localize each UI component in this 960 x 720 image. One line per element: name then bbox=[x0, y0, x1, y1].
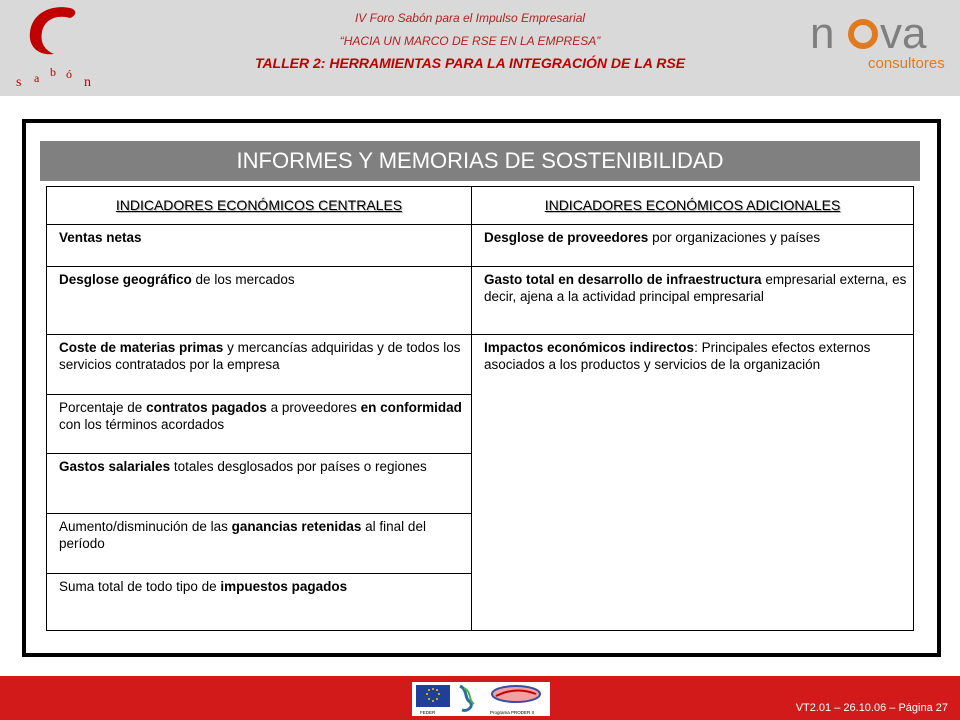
table-cell: Desglose de proveedores por organizaciones y países bbox=[472, 225, 914, 267]
table-cell: Aumento/disminución de las ganancias retenidas al final del período bbox=[47, 514, 472, 574]
table-cell: Porcentaje de contratos pagados a proveedores en conformidad con los términos acordados bbox=[47, 395, 472, 454]
funding-logos bbox=[412, 682, 550, 716]
table-cell: Gastos salariales totales desglosados por países o regiones bbox=[47, 454, 472, 514]
slide-title: INFORMES Y MEMORIAS DE SOSTENIBILIDAD bbox=[40, 141, 920, 181]
feder-caption: FEDER bbox=[420, 710, 436, 715]
table-row bbox=[47, 335, 914, 395]
sabon-logo bbox=[10, 4, 100, 92]
header-banner bbox=[0, 0, 960, 96]
table-header-row bbox=[47, 187, 914, 225]
table-row bbox=[47, 267, 914, 335]
table-cell: Gasto total en desarrollo de infraestructura empresarial externa, es decir, ajena a la actividad principal empresarial bbox=[472, 267, 914, 335]
nova-consultores-logo bbox=[808, 8, 953, 72]
central-indicators-header: INDICADORES ECONÓMICOS CENTRALES bbox=[47, 187, 472, 225]
svg-text:va: va bbox=[880, 9, 927, 58]
svg-text:b: b bbox=[50, 65, 56, 79]
table-cell: Desglose geográfico de los mercados bbox=[47, 267, 472, 335]
svg-text:n: n bbox=[810, 9, 835, 58]
additional-indicators-header: INDICADORES ECONÓMICOS ADICIONALES bbox=[472, 187, 914, 225]
forum-title: IV Foro Sabón para el Impulso Empresarial bbox=[354, 11, 586, 25]
page-number: VT2.01 – 26.10.06 – Página 27 bbox=[795, 702, 948, 714]
workshop-title: TALLER 2: HERRAMIENTAS PARA LA INTEGRACIÓN DE LA RSE bbox=[254, 55, 686, 71]
table-cell: Ventas netas bbox=[47, 225, 472, 267]
svg-text:n: n bbox=[84, 75, 91, 90]
header-text bbox=[200, 10, 740, 72]
table-row bbox=[47, 225, 914, 267]
svg-text:s: s bbox=[16, 75, 22, 90]
table-cell: Impactos económicos indirectos: Principales efectos externos asociados a los productos y servicios de la organización bbox=[472, 335, 914, 631]
proder-caption: Programa PRODER II bbox=[490, 710, 535, 715]
svg-text:ó: ó bbox=[66, 67, 72, 81]
table-cell: Coste de materias primas y mercancías adquiridas y de todos los servicios contratados por la empresa bbox=[47, 335, 472, 395]
table-cell: Suma total de todo tipo de impuestos pagados bbox=[47, 574, 472, 631]
indicators-table bbox=[46, 186, 914, 631]
svg-text:a: a bbox=[34, 71, 40, 85]
svg-text:consultores: consultores bbox=[868, 55, 945, 72]
forum-subtitle: “HACIA UN MARCO DE RSE EN LA EMPRESA” bbox=[339, 34, 601, 48]
